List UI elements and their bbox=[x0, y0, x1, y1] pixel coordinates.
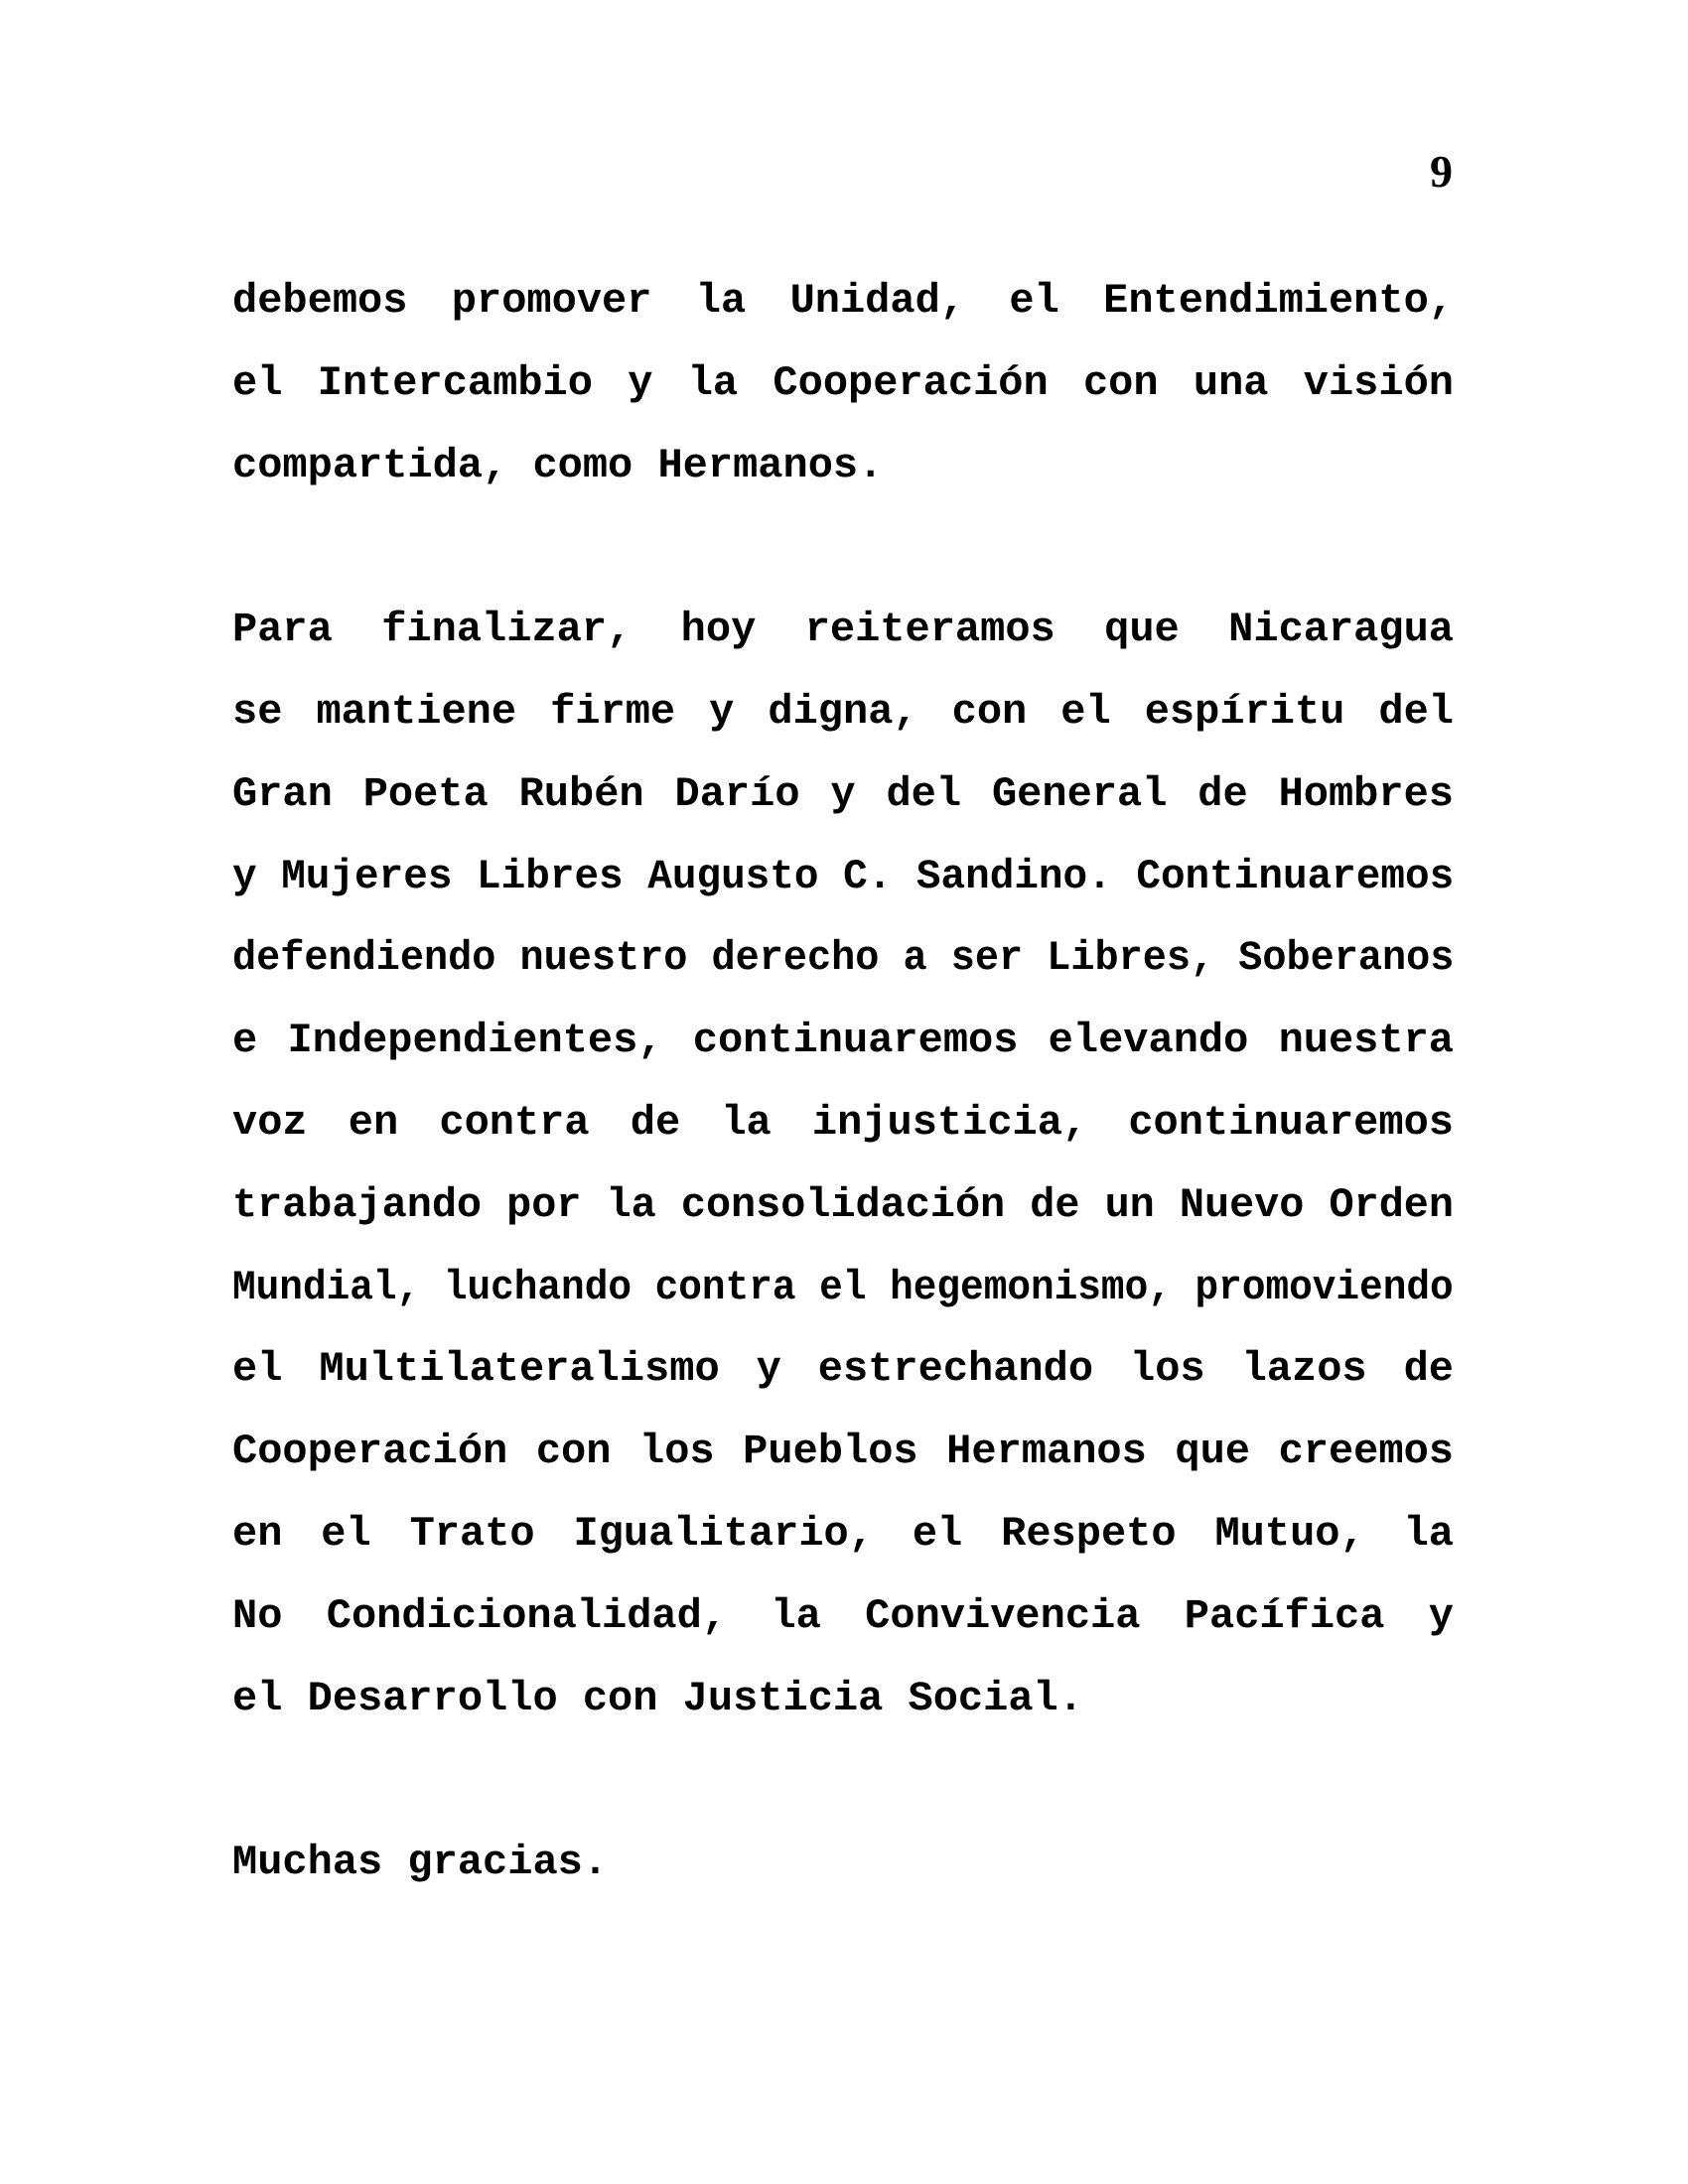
line-wrapper bbox=[232, 836, 1454, 918]
text-line: defendiendo nuestro derecho a ser Libres, Soberanos bbox=[232, 934, 1455, 983]
text-line: e Independientes, continuaremos elevando nuestra bbox=[232, 1017, 1454, 1065]
line-wrapper bbox=[232, 917, 1454, 1000]
text-line: se mantiene firme y digna, con el espíritu del bbox=[232, 687, 1454, 736]
paragraph-2 bbox=[232, 589, 1454, 1739]
text-line: No Condicionalidad, la Convivencia Pacífica y bbox=[232, 1591, 1454, 1640]
text-line: el Intercambio y la Cooperación con una visión bbox=[232, 358, 1454, 407]
line-wrapper bbox=[232, 1164, 1454, 1247]
text-line: Gran Poeta Rubén Darío y del General de Hombres bbox=[232, 769, 1454, 818]
text-line: en el Trato Igualitario, el Respeto Mutuo, la bbox=[232, 1509, 1454, 1558]
body-text bbox=[232, 260, 1454, 1904]
text-line: compartida, como Hermanos. bbox=[232, 441, 884, 489]
text-line: el Desarrollo con Justicia Social. bbox=[232, 1674, 1083, 1722]
line-wrapper bbox=[232, 1247, 1454, 1329]
text-line: Mundial, luchando contra el hegemonismo, promoviendo bbox=[232, 1263, 1454, 1311]
text-line: voz en contra de la injusticia, continuaremos bbox=[232, 1098, 1454, 1147]
page-number: 9 bbox=[1430, 146, 1453, 197]
text-line: trabajando por la consolidación de un Nuevo Orden bbox=[232, 1180, 1455, 1229]
text-line: debemos promover la Unidad, el Entendimiento, bbox=[232, 277, 1454, 325]
text-line: el Multilateralismo y estrechando los lazos de bbox=[232, 1345, 1454, 1394]
paragraph-gap bbox=[232, 1739, 1454, 1822]
closing bbox=[232, 1822, 1454, 1904]
closing-line: Muchas gracias. bbox=[232, 1839, 609, 1887]
text-line: Cooperación con los Pueblos Hermanos que creemos bbox=[232, 1428, 1454, 1476]
paragraph-1 bbox=[232, 260, 1454, 506]
paragraph-gap bbox=[232, 506, 1454, 589]
text-line: y Mujeres Libres Augusto C. Sandino. Continuaremos bbox=[232, 852, 1455, 900]
text-line: Para finalizar, hoy reiteramos que Nicaragua bbox=[232, 606, 1454, 654]
